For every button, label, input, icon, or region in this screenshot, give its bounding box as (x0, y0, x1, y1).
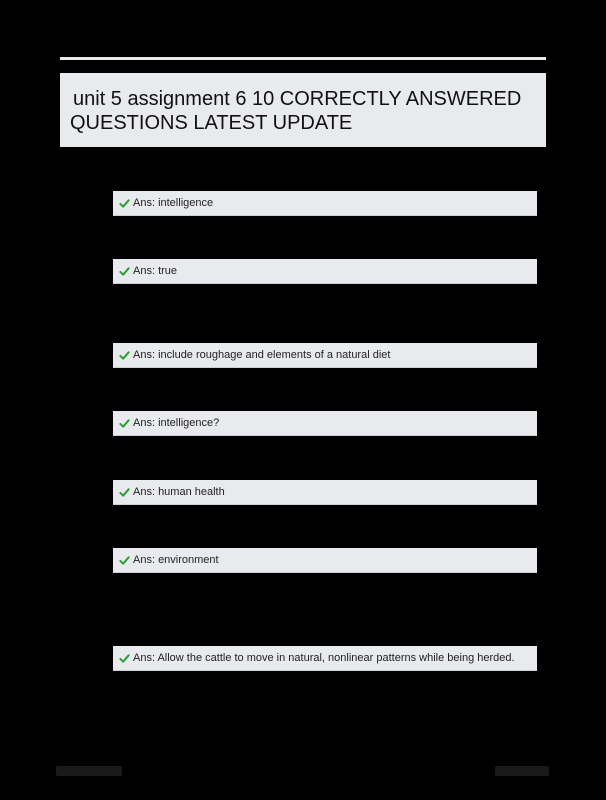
header-rule (60, 57, 546, 60)
answer-text: Ans: human health (133, 486, 225, 498)
title-banner (60, 73, 546, 147)
answer-text: Ans: environment (133, 554, 219, 566)
document-title: unit 5 assignment 6 10 CORRECTLY ANSWERED QUESTIONS LATEST UPDATE (70, 88, 522, 134)
answer-text: Ans: true (133, 265, 178, 277)
answer-text: Ans: intelligence? (133, 417, 220, 429)
check-icon (119, 418, 130, 429)
answer-item-7 (113, 646, 537, 671)
check-icon (119, 555, 130, 566)
answer-item-1 (113, 191, 537, 216)
answer-text: Ans: intelligence (133, 197, 214, 209)
answer-item-6 (113, 548, 537, 573)
answer-text: Ans: Allow the cattle to move in natural, nonlinear patterns while being herded. (133, 652, 515, 664)
answer-item-3 (113, 343, 537, 368)
check-icon (119, 487, 130, 498)
check-icon (119, 653, 130, 664)
check-icon (119, 266, 130, 277)
footer-left-mark (56, 766, 122, 776)
check-icon (119, 350, 130, 361)
answer-item-5 (113, 480, 537, 505)
footer-right-mark (495, 766, 549, 776)
answer-item-4 (113, 411, 537, 436)
answer-text: Ans: include roughage and elements of a natural diet (133, 349, 391, 361)
check-icon (119, 198, 130, 209)
answer-item-2 (113, 259, 537, 284)
